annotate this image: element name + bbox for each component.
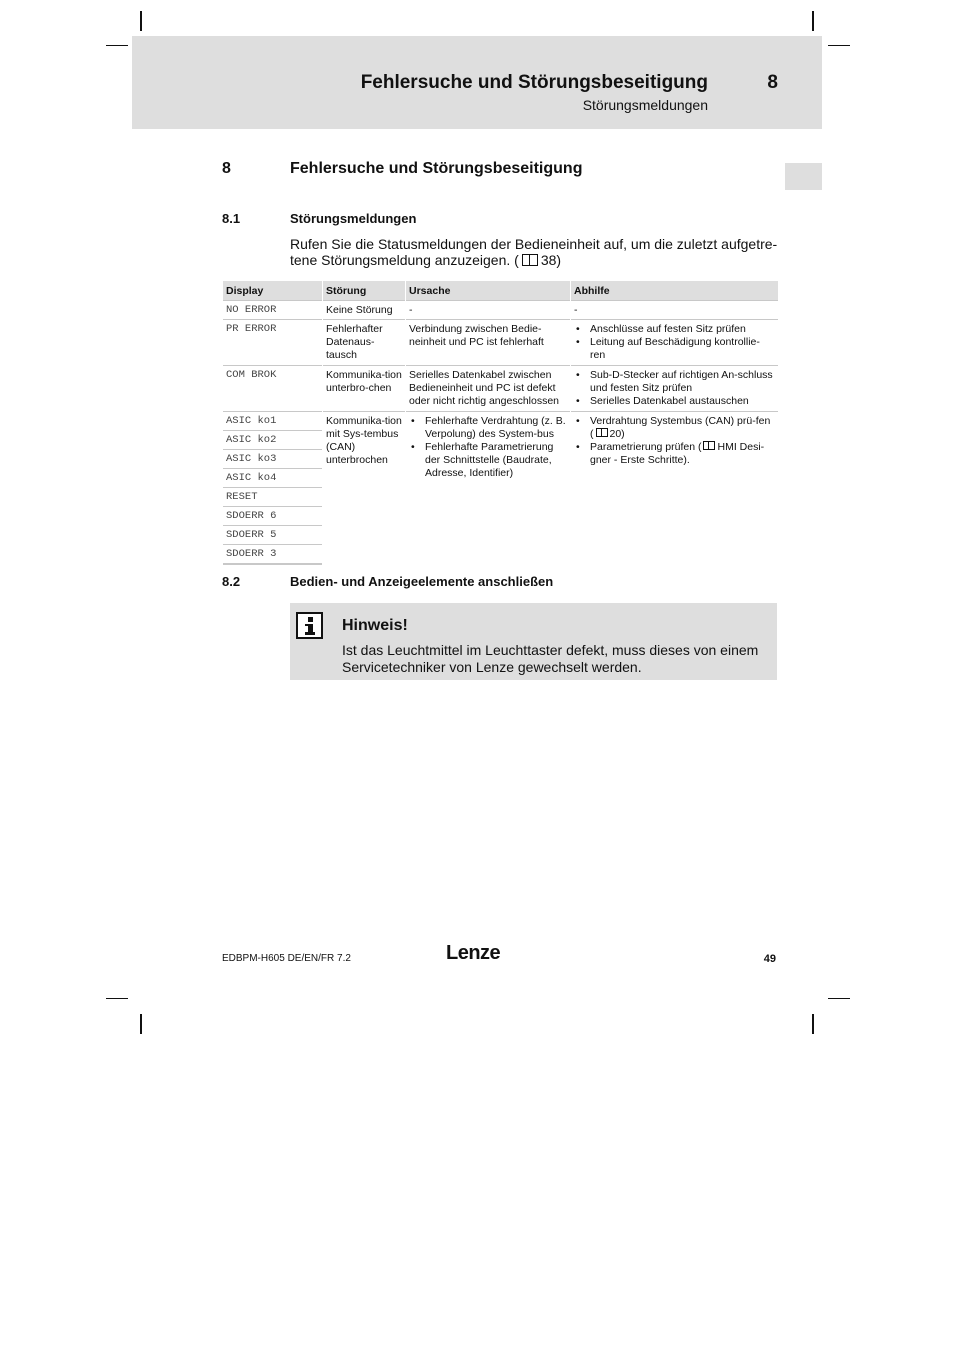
display-code: SDOERR 5 xyxy=(223,525,322,544)
list-item: • Serielles Datenkabel austauschen xyxy=(574,395,775,408)
crop-mark xyxy=(828,998,850,999)
header-chapter-number: 8 xyxy=(767,72,778,93)
subsection-title: Störungsmeldungen xyxy=(290,211,417,226)
list-item: • Parametrierung prüfen ( HMI Desi-gner - Erste Schritte). xyxy=(574,441,775,467)
display-code: ASIC ko2 xyxy=(223,430,322,449)
table-header-row xyxy=(223,281,778,300)
page-number: 49 xyxy=(763,953,776,965)
display-code: RESET xyxy=(223,487,322,506)
abhilfe-cell xyxy=(571,319,778,365)
crop-mark xyxy=(812,1014,814,1034)
list-item: • Verdrahtung Systembus (CAN) prü-fen ( 20) xyxy=(574,415,775,441)
footer-document-id: EDBPM-H605 DE/EN/FR 7.2 xyxy=(222,953,351,964)
column-header-ursache: Ursache xyxy=(406,281,570,300)
column-header-stoerung: Störung xyxy=(323,281,405,300)
book-reference-icon xyxy=(596,428,608,437)
page-reference[interactable]: 20) xyxy=(609,428,625,440)
display-code: SDOERR 6 xyxy=(223,506,322,525)
abhilfe-cell xyxy=(571,411,778,565)
subsection-number: 8.1 xyxy=(222,211,241,226)
error-table xyxy=(222,281,779,565)
list-item: • Anschlüsse auf festen Sitz prüfen xyxy=(574,323,775,336)
book-reference-icon xyxy=(522,254,538,266)
table-row xyxy=(223,300,778,319)
intro-page-reference[interactable]: 38) xyxy=(540,252,562,268)
stoerung-cell: Kommunika-tion unterbro-chen xyxy=(323,365,405,411)
column-header-display: Display xyxy=(223,281,322,300)
note-box xyxy=(290,603,777,680)
table-row xyxy=(223,411,778,430)
stoerung-cell: Fehlerhafter Datenaus-tausch xyxy=(323,319,405,365)
ursache-cell xyxy=(406,411,570,565)
ursache-cell: Verbindung zwischen Bedie-neinheit und PC ist fehlerhaft xyxy=(406,319,570,365)
section-title: Fehlersuche und Störungsbeseitigung xyxy=(290,160,583,177)
crop-mark xyxy=(140,1014,142,1034)
crop-mark xyxy=(140,11,142,31)
document-reference[interactable]: HMI Desi-gner - Erste Schritte). xyxy=(590,441,765,466)
book-reference-icon xyxy=(703,441,715,450)
crop-mark xyxy=(812,11,814,31)
crop-mark xyxy=(828,45,850,46)
header-subtitle: Störungsmeldungen xyxy=(582,97,708,113)
section-number: 8 xyxy=(222,160,231,177)
display-code: COM BROK xyxy=(223,365,322,411)
page-header xyxy=(132,36,822,129)
table-row xyxy=(223,365,778,411)
abhilfe-cell xyxy=(571,365,778,411)
crop-mark xyxy=(106,998,128,999)
stoerung-cell: Keine Störung xyxy=(323,300,405,319)
display-code: SDOERR 3 xyxy=(223,544,322,565)
intro-paragraph xyxy=(290,236,780,268)
ursache-cell: - xyxy=(406,300,570,319)
display-code: NO ERROR xyxy=(223,300,322,319)
info-icon xyxy=(296,612,323,639)
note-title: Hinweis! xyxy=(342,617,408,634)
ursache-cell: Serielles Datenkabel zwischen Bedieneinheit und PC ist defekt oder nicht richtig angeschlossen xyxy=(406,365,570,411)
display-code: PR ERROR xyxy=(223,319,322,365)
list-item: • Fehlerhafte Verdrahtung (z. B. Verpolung) des System-bus xyxy=(409,415,567,441)
intro-text: Rufen Sie die Statusmeldungen der Bedieneinheit auf, um die zuletzt aufgetretene Störungsmeldung anzuzeigen. ( xyxy=(290,236,778,268)
note-text: Ist das Leuchtmittel im Leuchttaster defekt, muss dieses von einem Servicetechniker von Lenze gewechselt werden. xyxy=(342,642,759,675)
display-code: ASIC ko3 xyxy=(223,449,322,468)
list-item: • Fehlerhafte Parametrierung der Schnittstelle (Baudrate, Adresse, Identifier) xyxy=(409,441,567,480)
list-item: • Sub-D-Stecker auf richtigen An-schluss und festen Sitz prüfen xyxy=(574,369,775,395)
subsection-title: Bedien- und Anzeigeelemente anschließen xyxy=(290,574,554,589)
crop-mark xyxy=(106,45,128,46)
column-header-abhilfe: Abhilfe xyxy=(571,281,778,300)
table-row xyxy=(223,319,778,365)
subsection-number: 8.2 xyxy=(222,574,241,589)
stoerung-cell: Kommunika-tion mit Sys-tembus (CAN) unterbrochen xyxy=(323,411,405,565)
display-code: ASIC ko4 xyxy=(223,468,322,487)
abhilfe-cell: - xyxy=(571,300,778,319)
lenze-logo: Lenze xyxy=(446,942,501,964)
header-title: Fehlersuche und Störungsbeseitigung xyxy=(360,72,708,93)
display-code: ASIC ko1 xyxy=(223,411,322,430)
list-item: • Leitung auf Beschädigung kontrollie-ren xyxy=(574,336,775,362)
chapter-tab-marker xyxy=(785,163,822,190)
